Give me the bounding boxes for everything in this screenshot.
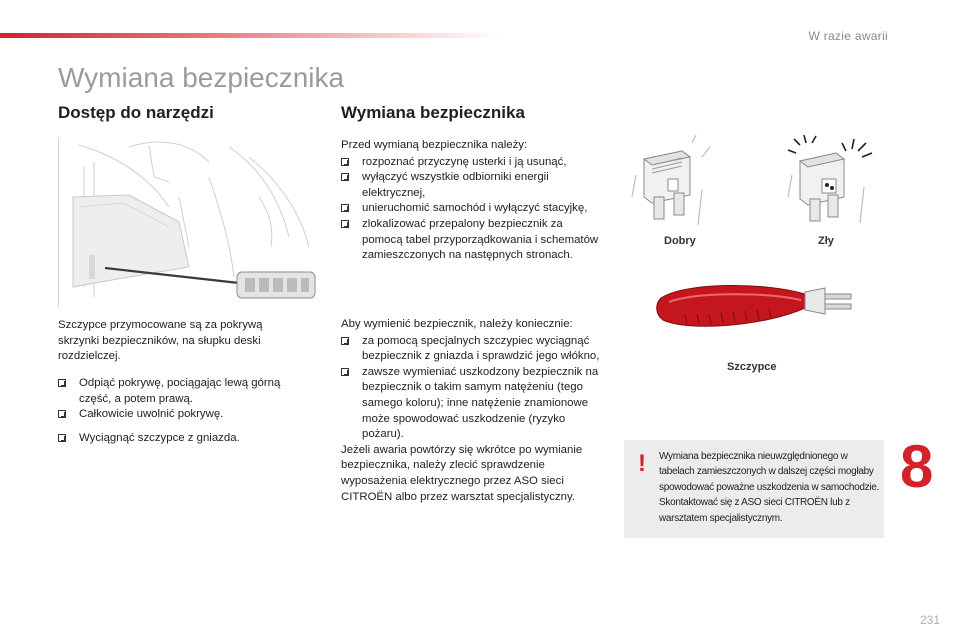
closing-text: Jeżeli awaria powtórzy się wkrótce po wymianie bezpiecznika, należy zlecić sprawdzenie wyposażenia elektrycznego przez ASO sieci CITROËN albo przez warsztat specjalistyczny. xyxy=(341,443,583,503)
fuse-box-cover-photo xyxy=(58,137,325,307)
pliers-steps-list xyxy=(58,431,288,447)
warning-note xyxy=(624,440,884,538)
warning-exclamation-icon: ! xyxy=(638,450,646,477)
list-item: wyłączyć wszystkie odbiorniki energii elektrycznej, xyxy=(341,170,603,201)
checkbox-bullet-icon xyxy=(58,434,66,442)
replace-intro-text: Aby wymienić bezpiecznik, należy koniecznie: xyxy=(341,318,573,330)
list-item: za pomocą specjalnych szczypiec wyciągnąć bezpiecznik z gniazda i sprawdzić jego włókno, xyxy=(341,334,603,365)
checkbox-bullet-icon xyxy=(341,368,349,376)
page-number: 231 xyxy=(919,613,940,627)
cover-steps-list xyxy=(58,376,288,423)
chapter-number: 8 xyxy=(900,433,934,500)
good-fuse-label: Dobry xyxy=(664,235,696,247)
list-item: rozpoznać przyczynę usterki i ją usunąć, xyxy=(341,155,603,171)
list-item: zawsze wymieniać uszkodzony bezpiecznik na bezpiecznik o takim samym natężeniu (tego samego koloru); inne natężenie znamionowe może spowodować uszkodzenie (ryzyko pożaru). xyxy=(341,365,603,443)
page-title: Wymiana bezpiecznika xyxy=(58,62,345,93)
pliers-icon xyxy=(655,268,865,348)
warning-text: Wymiana bezpiecznika nieuwzględnionego w tabelach zamieszczonych w dalszej części mogłaby spowodować poważne uszkodzenia w samochodzie. Skontaktować się z ASO sieci CITROËN lub z warsztatem specjalistycznym. xyxy=(659,451,879,524)
list-item: Całkowicie uwolnić pokrywę. xyxy=(58,407,288,423)
pliers-label: Szczypce xyxy=(727,361,777,373)
before-intro-text: Przed wymianą bezpiecznika należy: xyxy=(341,139,528,151)
good-fuse-icon xyxy=(630,135,730,230)
heading-fuse-replacement: Wymiana bezpiecznika xyxy=(341,103,525,122)
dashboard-illustration xyxy=(59,137,325,307)
checkbox-bullet-icon xyxy=(341,158,349,166)
list-item: zlokalizować przepalony bezpiecznik za pomocą tabel przyporządkowania i schematów zamieszczonych na następnych stronach. xyxy=(341,217,603,264)
checkbox-bullet-icon xyxy=(58,410,66,418)
list-item: Wyciągnąć szczypce z gniazda. xyxy=(58,431,288,447)
checkbox-bullet-icon xyxy=(341,204,349,212)
section-name: W razie awarii xyxy=(808,29,888,43)
checkbox-bullet-icon xyxy=(341,173,349,181)
before-steps-list xyxy=(341,155,603,264)
list-item: unieruchomić samochód i wyłączyć stacyjkę, xyxy=(341,201,603,217)
checkbox-bullet-icon xyxy=(341,337,349,345)
checkbox-bullet-icon xyxy=(58,379,66,387)
replace-steps-list xyxy=(341,334,603,443)
list-item: Odpiąć pokrywę, pociągając lewą górną część, a potem prawą. xyxy=(58,376,288,407)
checkbox-bullet-icon xyxy=(341,220,349,228)
bad-fuse-label: Zły xyxy=(818,235,834,247)
heading-tool-access: Dostęp do narzędzi xyxy=(58,103,214,122)
tool-location-text: Szczypce przymocowane są za pokrywą skrzynki bezpieczników, na słupku deski rozdzielczej. xyxy=(58,319,263,363)
header-accent-bar xyxy=(0,33,500,38)
bad-fuse-icon xyxy=(786,135,886,230)
